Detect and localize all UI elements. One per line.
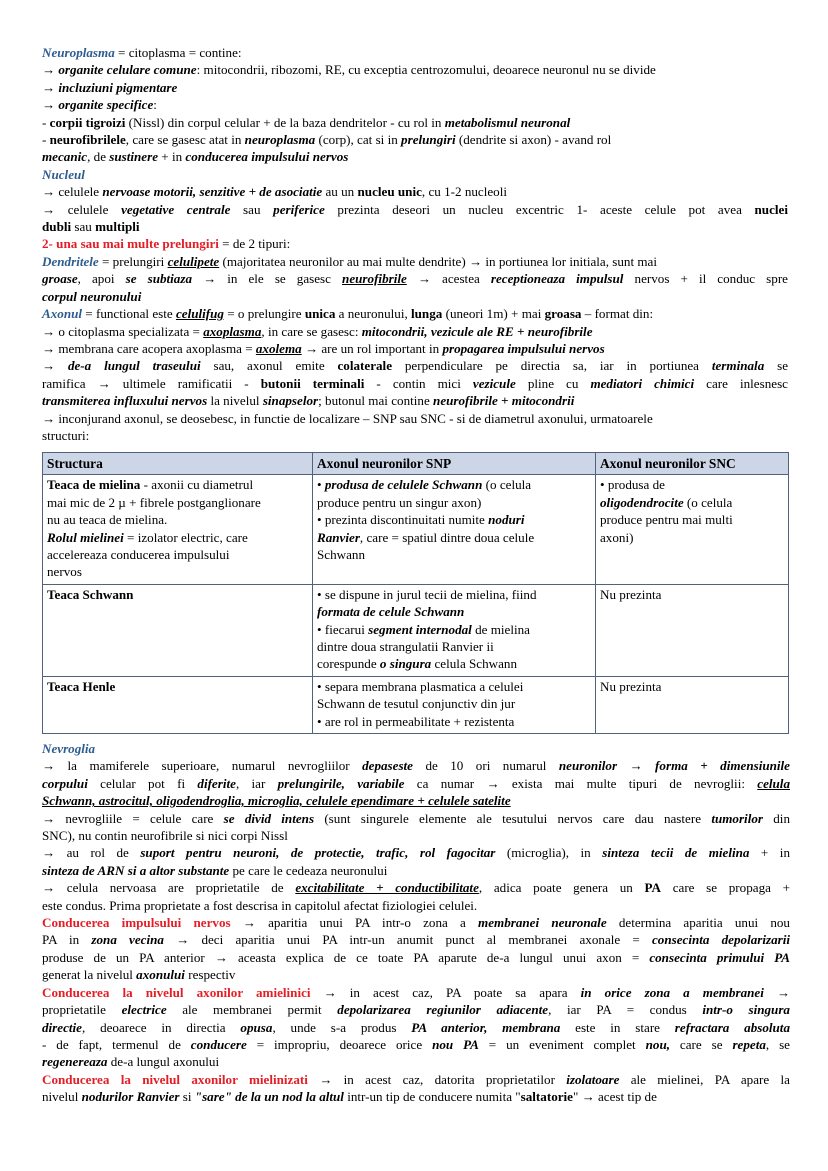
- heading-axonul: Axonul: [42, 306, 83, 322]
- term-nervoase-motorii: nervoase motorii, senzitive + de asociatie: [102, 184, 323, 200]
- paragraph-nevroglia-5: [42, 827, 790, 844]
- heading-conducerea-axoni-mielinizati: Conducerea la nivelul axonilor mielinizati: [42, 1071, 308, 1087]
- term-groase: groase: [42, 271, 78, 287]
- nucleul-l1-t3: , cu 1-2 nucleoli: [421, 184, 507, 200]
- amiel-l4-t5: , se: [765, 1036, 790, 1052]
- term-neurofibrilele: neurofibrilele: [49, 132, 126, 148]
- dash-glyph: -: [42, 132, 50, 148]
- table-header-snc: Axonul neuronilor SNC: [596, 453, 789, 475]
- snp-henle-l1: separa membrana plasmatica a celulei: [324, 678, 524, 694]
- axonul-l3-t2: → are un rol important in: [301, 340, 443, 356]
- miel-l1-t1: → in acest caz, datorita proprietatilor: [307, 1071, 567, 1087]
- nucleul-l1-t2: au un: [322, 184, 358, 200]
- dendritele-l2-t2: → in ele se gasesc: [192, 271, 343, 287]
- miel-l2-t3: intr-un tip de conducere numita ": [343, 1089, 521, 1105]
- term-celulipete: celulipete: [167, 253, 220, 269]
- term-organite-specifice: organite specifice: [58, 97, 154, 113]
- term-neuroplasma: neuroplasma: [244, 132, 316, 148]
- snp-schwann-l3b: de mielina: [471, 621, 530, 637]
- term-conducere: conducere: [190, 1036, 247, 1052]
- paragraph-nevroglia-1: [42, 757, 790, 774]
- amiel-l2-t3: , iar PA = condus: [548, 1002, 703, 1018]
- dendritele-l1-t2: (majoritatea neuronilor au mai multe dendrite) → in portiunea lor initiala, sunt mai: [219, 253, 658, 269]
- neurofibrilele-mid3: (dendrite si axon) - avand rol: [455, 132, 612, 148]
- nucleul-l2-t1: celulele: [67, 201, 122, 217]
- term-se-divid-intens: se divid intens: [223, 810, 315, 826]
- table-header-structura: Structura: [43, 453, 313, 475]
- paragraph-nucleul-1: [42, 183, 788, 200]
- cell-structura-mielina: [43, 475, 313, 584]
- snp-mielina-l1: (o celula: [482, 477, 532, 493]
- amiel-l5-t1: de-a lungul axonului: [107, 1054, 220, 1070]
- arrow-glyph: →: [42, 79, 59, 95]
- bullet-glyph: •: [317, 477, 325, 493]
- term-receptioneaza-impulsul: receptioneaza impulsul: [490, 271, 624, 287]
- axonul-l1-t1: = functional este: [82, 306, 176, 322]
- axonul-l6-t2: ; butonul mai contine: [318, 393, 434, 409]
- arrow-glyph: →: [42, 184, 59, 200]
- paragraph-axonul-5: [42, 375, 788, 392]
- amiel-l3-t2: , unde s-a produs: [272, 1019, 412, 1035]
- mielina-l3: nu au teaca de mielina.: [47, 512, 168, 528]
- term-suport-pentru-neuroni: suport pentru neuroni, de protectie, trafic, rol fagocitar: [140, 845, 496, 861]
- snc-mielina-l4: axoni): [600, 529, 634, 545]
- term-segment-internodal: segment internodal: [368, 621, 472, 637]
- paragraph-axonul-6: [42, 392, 788, 409]
- bullet-glyph: •: [317, 621, 325, 637]
- paragraph-axonul-8: [42, 427, 788, 444]
- heading-dendritele: Dendritele: [42, 253, 99, 269]
- nevroglia-l6-t1: au rol de: [66, 845, 141, 861]
- term-conducerea-impulsului-nervos: conducerea impulsului nervos: [185, 149, 349, 165]
- term-neurofibrile-mitocondrii: neurofibrile + mitocondrii: [433, 393, 575, 409]
- paragraph-conducerea-1: [42, 914, 790, 931]
- arrow-glyph: →: [42, 845, 67, 861]
- prelungiri-rest: = de 2 tipuri:: [218, 236, 291, 252]
- nevroglia-l2-t1: celular pot fi: [87, 775, 198, 791]
- heading-nucleul: Nucleul: [42, 166, 85, 182]
- nevroglia-l6-t2: (microglia), in: [495, 845, 603, 861]
- paragraph-axonul-7: [42, 410, 788, 427]
- term-ranvier: Ranvier: [317, 529, 360, 545]
- heading-doua-prelungiri: 2- una sau mai multe prelungiri: [42, 236, 219, 252]
- arrow-glyph: →: [42, 410, 59, 426]
- paragraph-nevroglia-6: [42, 844, 790, 861]
- term-groasa: groasa: [544, 306, 582, 322]
- nucleul-l2-t3: prezinta deseori un nucleu excentric 1- aceste celule pot avea: [324, 201, 755, 217]
- paragraph-incluziuni: [42, 79, 788, 96]
- term-sinteza-tecii-de-mielina: sinteza tecii de mielina: [602, 845, 750, 861]
- organite-specifice-rest: :: [153, 97, 157, 113]
- axonul-l1-t5: – format din:: [581, 306, 654, 322]
- table-row: [43, 676, 789, 733]
- axonul-l6-t1: la nivelul: [207, 393, 263, 409]
- snc-mielina-l3: produce pentru mai multi: [600, 512, 733, 528]
- term-depolarizarea-regiunilor: depolarizarea regiunilor adiacente: [337, 1002, 549, 1018]
- amiel-l2-t2: ale membranei permit: [166, 1002, 338, 1018]
- paragraph-amielinici-3: [42, 1019, 790, 1036]
- term-nuclei: nuclei: [754, 201, 788, 217]
- term-refractara-absoluta: refractara absoluta: [674, 1019, 790, 1035]
- heading-neuroplasma: Neuroplasma: [42, 45, 115, 60]
- paragraph-mecanic-sustinere: [42, 148, 788, 165]
- term-periferice: periferice: [273, 201, 325, 217]
- amiel-l1-t1: → in acest caz, PA poate sa apara: [310, 984, 581, 1000]
- paragraph-dendritele-1: [42, 253, 788, 270]
- term-mediatori-chimici: mediatori chimici: [590, 375, 695, 391]
- paragraph-amielinici-5: [42, 1053, 790, 1070]
- snc-mielina-l1: produsa de: [607, 477, 665, 493]
- term-excitabilitate-conductibilitate: excitabilitate + conductibilitate: [295, 880, 479, 896]
- paragraph-conducerea-3: [42, 949, 790, 966]
- lower-text-block: [42, 740, 790, 1106]
- axonul-l8-t1: structuri:: [42, 427, 90, 443]
- term-electrice: electrice: [121, 1002, 167, 1018]
- nevroglia-l6-t3: + in: [749, 845, 790, 861]
- axonul-l4-t2: perpendiculare pe directia sa, iar in portiunea: [392, 358, 712, 374]
- arrow-glyph: →: [42, 62, 59, 78]
- snp-schwann-l3a: fiecarui: [324, 621, 369, 637]
- term-consecinta-depolarizarii: consecinta depolarizarii: [651, 932, 791, 948]
- axonul-l2-t1: o citoplasma specializata =: [58, 323, 204, 339]
- cell-snp-schwann: [313, 584, 596, 676]
- term-sustinere: sustinere: [109, 149, 159, 165]
- term-nodurilor-ranvier: nodurilor Ranvier: [81, 1089, 180, 1105]
- term-membranei-neuronale: membranei neuronale: [478, 915, 607, 931]
- term-pa-anterior-membrana: PA anterior, membrana: [411, 1019, 561, 1035]
- term-axoplasma: axoplasma: [203, 323, 262, 339]
- snp-mielina-l3: prezinta discontinuitati numite: [324, 512, 489, 528]
- term-vegetative-centrale: vegetative centrale: [121, 201, 231, 217]
- nevroglia-l8-t3: care se propaga +: [661, 880, 790, 896]
- paragraph-nevroglia-8: [42, 879, 790, 896]
- paragraph-nevroglia-2: [42, 775, 790, 792]
- term-neurofibrile: neurofibrile: [342, 271, 407, 287]
- axonul-l3-t1: membrana care acopera axoplasma =: [58, 340, 256, 356]
- arrow-glyph: →: [42, 97, 59, 113]
- term-terminala: terminala: [711, 358, 765, 374]
- term-opusa: opusa: [240, 1019, 273, 1035]
- term-metabolismul-neuronal: metabolismul neuronal: [444, 114, 571, 130]
- mielina-l5: accelereaza conducerea impulsului: [47, 547, 230, 563]
- upper-text-block: [42, 44, 788, 444]
- paragraph-nucleul-3: [42, 218, 788, 235]
- term-intr-o-singura: intr-o singura: [702, 1002, 790, 1018]
- dendritele-l2-t3: → acestea: [406, 271, 491, 287]
- bullet-glyph: •: [317, 713, 325, 729]
- term-zona-vecina: zona vecina: [91, 932, 164, 948]
- snp-mielina-l4: , care = spatiul dintre doua celule: [359, 529, 535, 545]
- nevroglia-l1-t1: la mamiferele superioare, numarul nevrogliilor: [67, 758, 363, 774]
- cell-snp-henle: [313, 676, 596, 733]
- arrow-glyph: →: [42, 358, 68, 374]
- term-teaca-schwann: Teaca Schwann: [47, 586, 134, 602]
- nevroglia-l4-t1: nevrogliile = celule care: [65, 810, 224, 826]
- nevroglia-l8-t1: celula nervoasa are proprietatile de: [66, 880, 296, 896]
- snp-schwann-l4: dintre doua strangulatii Ranvier ii: [317, 639, 494, 655]
- neurofibrilele-mid: , care se gasesc atat in: [125, 132, 245, 148]
- term-pa: PA: [644, 880, 662, 896]
- table-header-snp: Axonul neuronilor SNP: [313, 453, 596, 475]
- heading-nevroglia-paragraph: [42, 740, 790, 757]
- term-teaca-de-mielina: Teaca de mielina: [47, 477, 141, 493]
- miel-l2-t4: " → acest tip de: [573, 1089, 657, 1105]
- nevroglia-l5-t1: SNC), nu contin neurofibrile si nici corpi Nissl: [42, 828, 288, 844]
- snp-mielina-l5: Schwann: [317, 547, 366, 563]
- term-celulifug: celulifug: [175, 306, 224, 322]
- snp-schwann-l1: se dispune in jurul tecii de mielina, fiind: [324, 586, 537, 602]
- cell-structura-schwann: [43, 584, 313, 676]
- table-header-row: [43, 453, 789, 475]
- paragraph-organite-specifice: [42, 96, 788, 113]
- mielina-l2: mai mic de 2 µ + fibrele postganglionare: [47, 494, 261, 510]
- structure-table: [42, 452, 789, 734]
- term-corpul-neuronului: corpul neuronului: [42, 288, 142, 304]
- mielina-l4: = izolator electric, care: [123, 529, 248, 545]
- heading-nevroglia: Nevroglia: [42, 741, 96, 756]
- cond-l4-t2: respectiv: [184, 967, 236, 983]
- term-tipuri-de-nevroglii: Schwann, astrocitul, oligodendroglia, microglia, celulele ependimare + celulele satelite: [42, 793, 511, 809]
- term-nou-pa: nou PA: [432, 1036, 479, 1052]
- cond-l4-t1: generat la nivelul: [42, 967, 137, 983]
- cond-l2-t2: → deci aparitia unui PA intr-un anumit punct al membranei axonale =: [163, 932, 652, 948]
- paragraph-axonul-2: [42, 323, 788, 340]
- paragraph-dendritele-3: [42, 288, 788, 305]
- term-de-a-lungul-traseului: de-a lungul traseului: [67, 358, 201, 374]
- miel-l2-t1: nivelul: [42, 1089, 82, 1105]
- snp-henle-l2: Schwann de tesutul conjunctiv din jur: [317, 696, 516, 712]
- cond-l1-t2: determina aparitia unui nou: [606, 915, 790, 931]
- term-sare-de-la-un-nod: "sare" de la un nod la altul: [194, 1089, 344, 1105]
- axonul-l5-t4: care inlesnesc: [694, 375, 788, 391]
- bullet-glyph: •: [317, 512, 325, 528]
- axonul-l7-t1: inconjurand axonul, se deosebesc, in functie de localizare – SNP sau SNC - si de diametrul axonului, urmatoarele: [58, 410, 653, 426]
- nevroglia-l4-t3: din: [762, 810, 790, 826]
- cell-snp-mielina: [313, 475, 596, 584]
- term-axonului: axonului: [136, 967, 185, 983]
- term-lunga: lunga: [411, 306, 443, 322]
- term-produsa-de-celulele-schwann: produsa de celulele Schwann: [324, 477, 483, 493]
- paragraph-neuroplasma-heading: [42, 44, 788, 61]
- arrow-glyph: →: [42, 201, 68, 217]
- term-nucleu-unic: nucleu unic: [357, 184, 422, 200]
- term-neuronilor-forma: neuronilor → forma + dimensiunile: [558, 758, 790, 774]
- term-unica: unica: [304, 306, 336, 322]
- term-diferite: diferite: [197, 775, 236, 791]
- term-nou: nou,: [645, 1036, 670, 1052]
- term-teaca-henle: Teaca Henle: [47, 678, 116, 694]
- axonul-l1-t2: = o prelungire: [223, 306, 305, 322]
- term-incluziuni-pigmentare: incluziuni pigmentare: [58, 79, 178, 95]
- paragraph-prelungiri: [42, 235, 788, 252]
- snc-schwann-l1: Nu prezinta: [600, 586, 662, 602]
- paragraph-conducerea-2: [42, 931, 790, 948]
- paragraph-amielinici-4: [42, 1036, 790, 1053]
- mielina-l1: - axonii cu diametrul: [140, 477, 254, 493]
- paragraph-mielinizati-2: [42, 1088, 790, 1105]
- table-row: [43, 584, 789, 676]
- term-mitocondrii-vezicule: mitocondrii, vezicule ale RE + neurofibrile: [361, 323, 593, 339]
- nucleul-l3-t1: sau: [71, 219, 96, 235]
- paragraph-axonul-3: [42, 340, 788, 357]
- axonul-l5-t2: - contin mici: [364, 375, 473, 391]
- term-se-subtiaza: se subtiaza: [125, 271, 192, 287]
- miel-l2-t2: si: [179, 1089, 195, 1105]
- term-celula: celula: [757, 775, 790, 791]
- dendritele-l2-t4: nervos + il conduc spre: [623, 271, 788, 287]
- term-organite-celulare-comune: organite celulare comune: [58, 62, 197, 78]
- cond-l1-t1: → aparitia unui PA intr-o zona a: [230, 915, 479, 931]
- amiel-l4-t1: - de fapt, termenul de: [42, 1036, 191, 1052]
- nevroglia-l2-t2: , iar: [235, 775, 278, 791]
- axonul-l1-t3: a neuronului,: [335, 306, 412, 322]
- axonul-l4-t1: sau, axonul emite: [200, 358, 338, 374]
- term-izolatoare: izolatoare: [566, 1071, 620, 1087]
- corpii-tigroizi-mid: (Nissl) din corpul celular + de la baza dendritelor - cu rol in: [125, 114, 445, 130]
- nevroglia-l9-t1: este condus. Prima proprietate a fost descrisa in capitolul afectat fiziologiei celulei.: [42, 897, 478, 913]
- mecanic-mid: , de: [87, 149, 110, 165]
- term-rolul-mielinei: Rolul mielinei: [47, 529, 124, 545]
- term-dubli: dubli: [42, 219, 72, 235]
- term-axolema: axolema: [255, 340, 302, 356]
- paragraph-nevroglia-3: [42, 792, 790, 809]
- term-noduri: noduri: [488, 512, 525, 528]
- amiel-l4-t2: = impropriu, deoarece orice: [246, 1036, 433, 1052]
- organite-comune-rest: : mitocondrii, ribozomi, RE, cu exceptia centrozomului, deoarece neuronul nu se divide: [196, 62, 656, 78]
- arrow-glyph: →: [42, 758, 68, 774]
- term-prelungiri: prelungiri: [401, 132, 456, 148]
- neuroplasma-heading-rest: = citoplasma = contine:: [114, 45, 242, 60]
- axonul-l5-t3: pline cu: [515, 375, 591, 391]
- term-tumorilor: tumorilor: [711, 810, 763, 826]
- term-prelungirile-variabile: prelungirile, variabile: [277, 775, 405, 791]
- nucleul-l1-t1: celulele: [58, 184, 103, 200]
- miel-l1-t2: ale mielinei, PA apare la: [619, 1071, 790, 1087]
- term-vezicule: vezicule: [472, 375, 516, 391]
- term-repeta: repeta: [732, 1036, 766, 1052]
- paragraph-amielinici-1: [42, 984, 790, 1001]
- heading-nucleul-paragraph: [42, 166, 788, 183]
- cell-snc-henle: [596, 676, 789, 733]
- term-directie: directie: [42, 1019, 82, 1035]
- paragraph-nevroglia-9: [42, 897, 790, 914]
- neurofibrilele-mid2: (corp), cat si in: [315, 132, 402, 148]
- bullet-glyph: •: [317, 586, 325, 602]
- sustinere-mid: + in: [158, 149, 186, 165]
- term-mecanic: mecanic: [42, 149, 88, 165]
- dendritele-l1-t1: = prelungiri: [98, 253, 168, 269]
- term-oligodendrocite: oligodendrocite: [600, 494, 684, 510]
- term-saltatorie: saltatorie: [520, 1089, 573, 1105]
- bullet-glyph: •: [600, 477, 608, 493]
- cell-snc-mielina: [596, 475, 789, 584]
- snp-schwann-l5b: celula Schwann: [431, 656, 518, 672]
- snc-henle-l1: Nu prezinta: [600, 678, 662, 694]
- arrow-glyph: →: [42, 340, 59, 356]
- nevroglia-l7-t1: pe care le cedeaza neuronului: [229, 862, 388, 878]
- term-depaseste: depaseste: [362, 758, 413, 774]
- paragraph-amielinici-2: [42, 1001, 790, 1018]
- term-sinteza-de-arn: sinteza de ARN si a altor substante: [42, 862, 230, 878]
- paragraph-dendritele-2: [42, 270, 788, 287]
- paragraph-nucleul-2: [42, 201, 788, 218]
- term-consecinta-primului-pa: consecinta primului PA: [649, 949, 791, 965]
- dash-glyph: -: [42, 114, 50, 130]
- amiel-l4-t3: = un eveniment complet: [478, 1036, 646, 1052]
- dendritele-l2-t1: , apoi: [77, 271, 126, 287]
- heading-conducerea-axoni-amielinici: Conducerea la nivelul axonilor amielinici: [42, 984, 311, 1000]
- nevroglia-l2-t3: ca numar → exista mai multe tipuri de nevroglii:: [404, 775, 758, 791]
- paragraph-mielinizati-1: [42, 1071, 790, 1088]
- cell-snc-schwann: [596, 584, 789, 676]
- term-butonii-terminali: butonii terminali: [260, 375, 365, 391]
- amiel-l3-t1: , deoarece in directia: [82, 1019, 241, 1035]
- amiel-l2-t1: proprietatile: [42, 1002, 122, 1018]
- term-corpii-tigroizi: corpii tigroizi: [49, 114, 126, 130]
- snc-mielina-l2: (o celula: [683, 494, 733, 510]
- snp-mielina-l2: produce pentru un singur axon): [317, 494, 482, 510]
- nucleul-l2-t2: sau: [230, 201, 274, 217]
- paragraph-corpii-tigroizi: [42, 114, 788, 131]
- arrow-glyph: →: [42, 810, 66, 826]
- paragraph-nevroglia-7: [42, 862, 790, 879]
- nevroglia-l4-t2: (sunt singurele elemente ale tesutului nervos care dau nastere: [314, 810, 712, 826]
- term-o-singura: o singura: [379, 656, 432, 672]
- snp-schwann-l5a: corespunde: [317, 656, 380, 672]
- term-propagarea-impulsului: propagarea impulsului nervos: [442, 340, 605, 356]
- cell-structura-henle: [43, 676, 313, 733]
- bullet-glyph: •: [317, 678, 325, 694]
- amiel-l4-t4: care se: [670, 1036, 733, 1052]
- term-regenereaza: regenereaza: [42, 1054, 108, 1070]
- paragraph-axonul-1: [42, 305, 788, 322]
- arrow-glyph: →: [42, 880, 67, 896]
- axonul-l4-t3: se: [764, 358, 789, 374]
- paragraph-neurofibrilele: [42, 131, 788, 148]
- term-in-orice-zona: in orice zona a membranei →: [580, 984, 791, 1000]
- snp-henle-l3: are rol in permeabilitate + rezistenta: [324, 713, 515, 729]
- mielina-l6: nervos: [47, 564, 82, 580]
- heading-conducerea-impulsului-nervos: Conducerea impulsului nervos: [42, 915, 231, 931]
- paragraph-organite-comune: [42, 61, 788, 78]
- axonul-l5-t1: ramifica → ultimele ramificatii -: [42, 375, 261, 391]
- amiel-l3-t3: este in stare: [560, 1019, 675, 1035]
- term-transmiterea-influxului: transmiterea influxului nervos: [42, 393, 208, 409]
- table-row: [43, 475, 789, 584]
- paragraph-conducerea-4: [42, 966, 790, 983]
- paragraph-nevroglia-4: [42, 810, 790, 827]
- paragraph-axonul-4: [42, 357, 788, 374]
- term-colaterale: colaterale: [337, 358, 393, 374]
- cond-l3-t1: produse de un PA anterior → aceasta explica de ce toate PA aparute de-a lungul unui axon =: [42, 949, 650, 965]
- arrow-glyph: →: [42, 323, 59, 339]
- axonul-l2-t2: , in care se gasesc:: [261, 323, 362, 339]
- structure-table-wrapper: [42, 452, 788, 734]
- term-multipli: multipli: [95, 219, 140, 235]
- nevroglia-l1-t2: de 10 ori numarul: [413, 758, 559, 774]
- term-sinapselor: sinapselor: [262, 393, 319, 409]
- cond-l2-t1: PA in: [42, 932, 92, 948]
- nevroglia-l8-t2: , adica poate genera un: [478, 880, 645, 896]
- axonul-l1-t4: (uneori 1m) + mai: [442, 306, 545, 322]
- term-formata-de-celule-schwann: formata de celule Schwann: [317, 604, 465, 620]
- term-corpului: corpului: [42, 775, 88, 791]
